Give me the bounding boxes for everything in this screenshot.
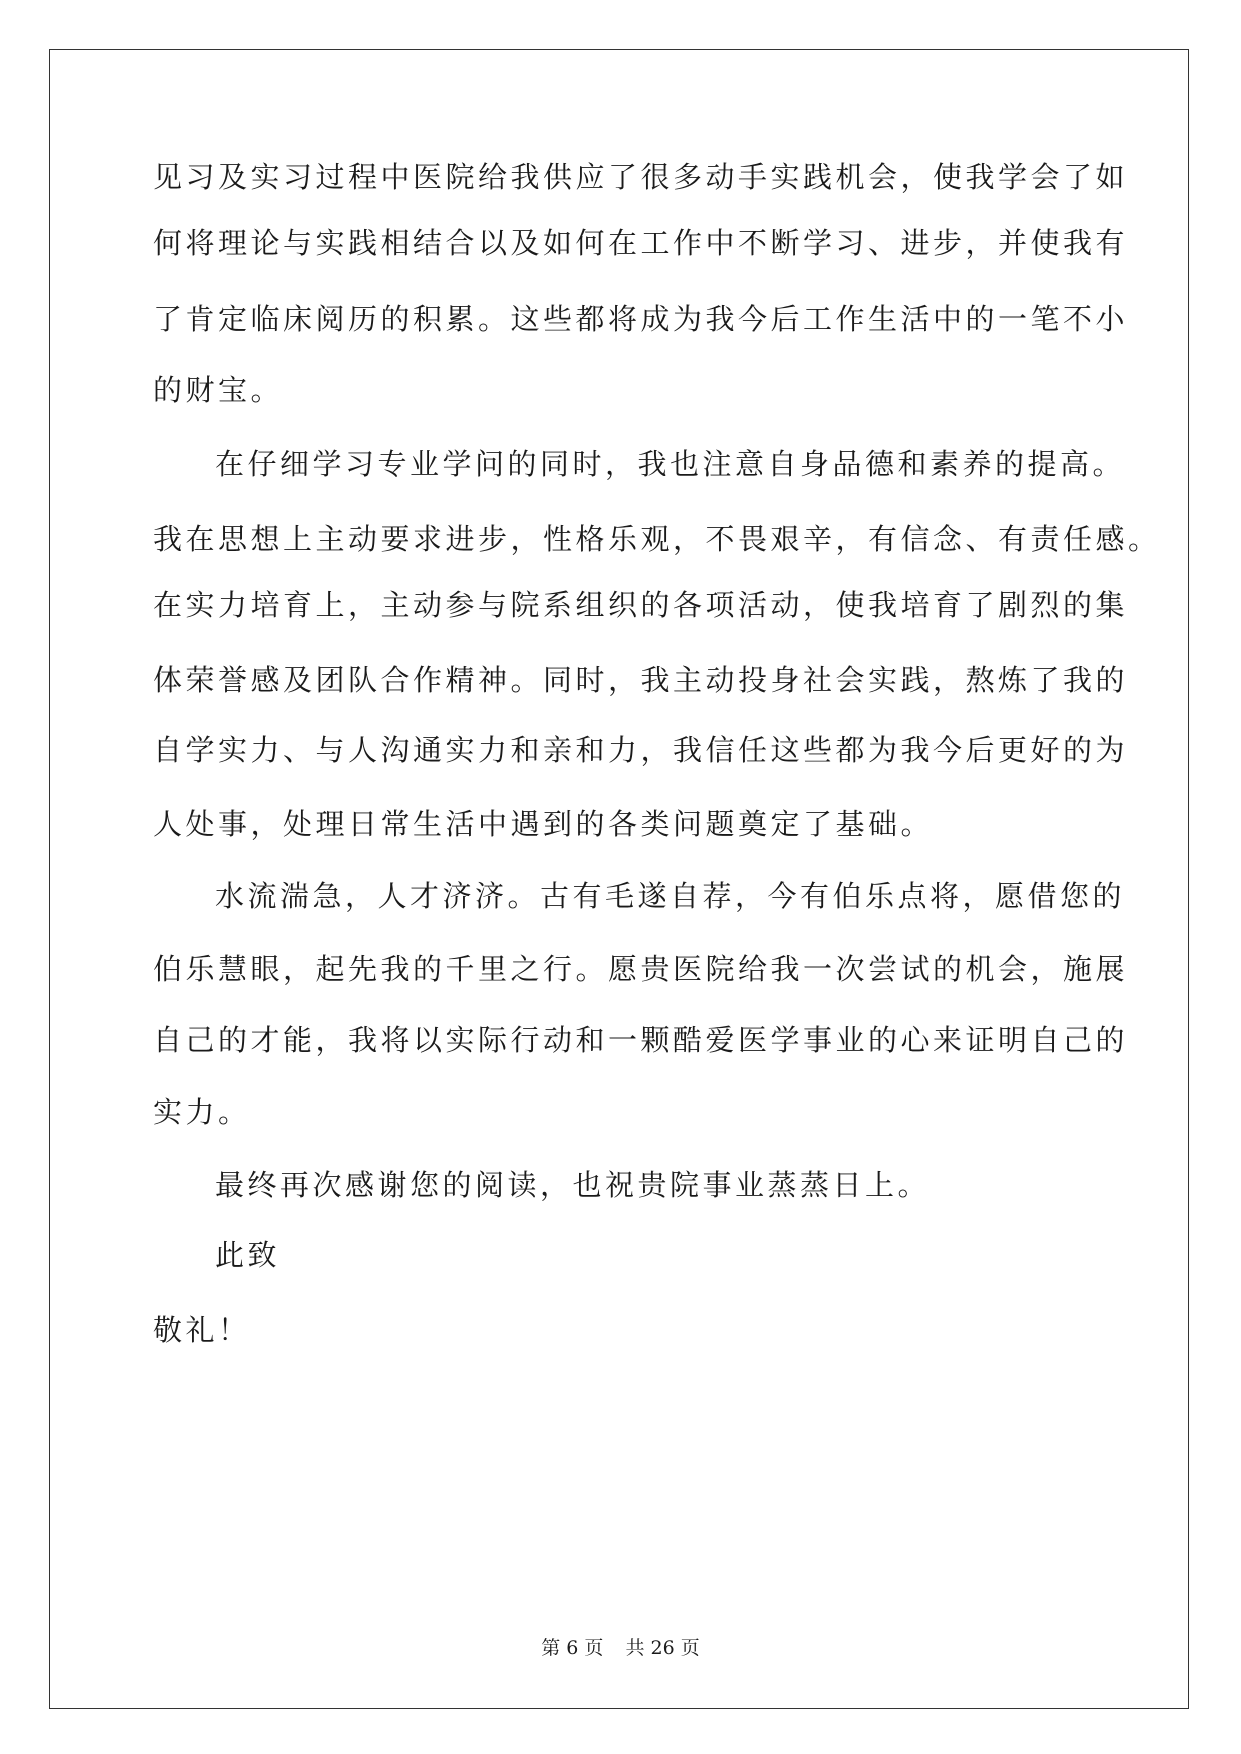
text-line: 在实力培育上，主动参与院系组织的各项活动，使我培育了剧烈的集 bbox=[153, 588, 1129, 622]
closing-line: 此致 bbox=[215, 1238, 281, 1272]
text-line: 在仔细学习专业学问的同时，我也注意自身品德和素养的提高。 bbox=[215, 447, 1126, 481]
salutation-line: 敬礼！ bbox=[153, 1313, 251, 1347]
text-line: 的财宝。 bbox=[153, 373, 284, 407]
text-line: 体荣誉感及团队合作精神。同时，我主动投身社会实践，熬炼了我的 bbox=[153, 663, 1129, 697]
page-footer bbox=[0, 1636, 1241, 1660]
text-line: 水流湍急，人才济济。古有毛遂自荐，今有伯乐点将，愿借您的 bbox=[215, 879, 1126, 913]
text-line: 最终再次感谢您的阅读，也祝贵院事业蒸蒸日上。 bbox=[215, 1168, 931, 1202]
text-line: 自学实力、与人沟通实力和亲和力，我信任这些都为我今后更好的为 bbox=[153, 733, 1129, 767]
text-line: 了肯定临床阅历的积累。这些都将成为我今后工作生活中的一笔不小 bbox=[153, 302, 1129, 336]
page-total: 共 26 页 bbox=[625, 1637, 700, 1659]
text-line: 人处事，处理日常生活中遇到的各类问题奠定了基础。 bbox=[153, 807, 934, 841]
text-line: 我在思想上主动要求进步，性格乐观，不畏艰辛，有信念、有责任感。 bbox=[153, 522, 1161, 556]
text-line: 何将理论与实践相结合以及如何在工作中不断学习、进步，并使我有 bbox=[153, 226, 1129, 260]
page-number: 第 6 页 bbox=[541, 1637, 604, 1659]
text-line: 实力。 bbox=[153, 1095, 251, 1129]
text-line: 伯乐慧眼，起先我的千里之行。愿贵医院给我一次尝试的机会，施展 bbox=[153, 952, 1129, 986]
text-line: 自己的才能，我将以实际行动和一颗酷爱医学事业的心来证明自己的 bbox=[153, 1023, 1129, 1057]
text-line: 见习及实习过程中医院给我供应了很多动手实践机会，使我学会了如 bbox=[153, 160, 1129, 194]
